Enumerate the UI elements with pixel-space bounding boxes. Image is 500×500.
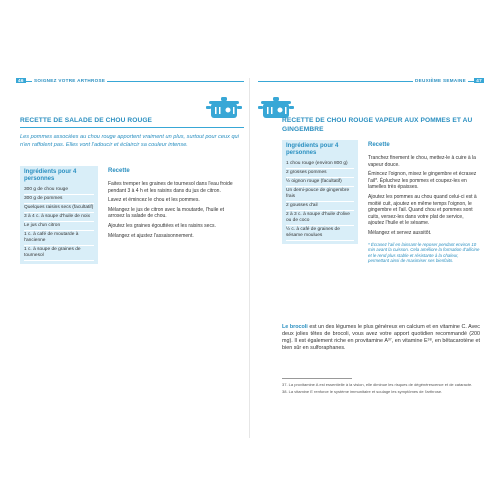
- ingredients-title: Ingrédients pour 4 personnes: [24, 169, 77, 182]
- ingredients-title: Ingrédients pour 4 personnes: [286, 143, 339, 156]
- ingredient-item: 1 chou rouge (environ 800 g): [286, 160, 354, 169]
- method-step: Faites tremper les graines de tournesol dans l'eau froide pendant 3 à 4 h et les raisins dans du jus de citron.: [108, 181, 233, 194]
- ingredient-item: 1 c. à soupe de graines de tournesol: [24, 246, 94, 261]
- ingredient-item: 2 gousses d'ail: [286, 202, 354, 211]
- running-head: [16, 78, 244, 92]
- broccoli-text: est un des légumes le plus généreux en calcium et en vitamine C. Avec deux jolies têtes de brocoli, vous avez votre apport quotidien recommandé (200 mg). Il est également riche en provitamine A³⁷, en vitamine E³⁸, en bêtacarotène et bien sûr en sulforaphanes.: [282, 324, 480, 351]
- running-head: [258, 78, 484, 92]
- recipe-method: [368, 142, 480, 264]
- running-head-text: DEUXIÈME SEMAINE: [415, 78, 466, 83]
- ingredient-item: 3 à 4 c. à soupe d'huile de noix: [24, 213, 94, 222]
- ingredient-item: 2 à 3 c. à soupe d'huile d'olive ou de coco: [286, 211, 354, 226]
- ingredients-box: [282, 140, 358, 244]
- ingredient-item: Le jus d'un citron: [24, 222, 94, 231]
- method-step: Émincez l'oignon, mixez le gingembre et écrasez l'ail*. Épluchez les pommes et coupez-les en lamelles très épaisses.: [368, 171, 477, 191]
- method-step: Lavez et émincez le chou et les pommes.: [108, 197, 200, 204]
- recipe-note: * Écrasez l'ail en laissant-le reposer pendant environ 10 min avant la cuisson. Cela améliore la formation d'allicine et le rend plus stable et résistante à la chaleur, permettant ainsi de maximiser ses bienfaits.: [368, 241, 480, 264]
- recipe-title: RECETTE DE SALADE DE CHOU ROUGE: [20, 116, 244, 128]
- left-page: [16, 78, 244, 438]
- method-step: Ajoutez les graines égouttées et les raisins secs.: [108, 222, 216, 229]
- ingredient-item: 2 grosses pommes: [286, 169, 354, 178]
- ingredient-item: ½ oignon rouge (facultatif): [286, 178, 354, 187]
- method-step: Tranchez finement le chou, mettez-le à cuire à la vapeur douce.: [368, 155, 476, 168]
- ingredient-item: Un demi-pouce de gingembre frais: [286, 187, 354, 202]
- footnote: 37. La provitamine A est essentielle à la vision, elle diminue les risques de dégénérescence et de cataracte.: [282, 382, 473, 387]
- method-step: Ajoutez les pommes au chou quand celui-ci est à moitié cuit, ajoutez en même temps l'oignon, le gingembre et l'ail. Quand chou et pommes sont cuits, versez-les dans votre plat de service, ajoutez l'huile et le sésame.: [368, 193, 477, 227]
- ingredient-item: ½ c. à café de graines de sésame moulues: [286, 226, 354, 241]
- broccoli-highlight: Le brocoli: [282, 324, 308, 330]
- ingredient-item: 300 g de chou rouge: [24, 186, 94, 195]
- recipe-method: [108, 168, 238, 242]
- ingredient-item: Quelques raisins secs (facultatif): [24, 204, 94, 213]
- right-page: [258, 78, 484, 438]
- page-number: 47: [476, 78, 482, 83]
- method-step: Mélangez le jus de citron avec la moutarde, l'huile et arrosez la salade de chou.: [108, 206, 225, 220]
- method-step: Mélangez et ajustez l'assaisonnement.: [108, 232, 194, 239]
- book-gutter: [249, 78, 250, 438]
- page-number: 46: [18, 78, 24, 83]
- footnotes: [282, 382, 480, 396]
- method-step: Mélangez et servez aussitôt.: [368, 229, 432, 236]
- ingredients-box: [20, 166, 98, 264]
- broccoli-paragraph: [282, 324, 480, 352]
- footnote-rule: [282, 378, 352, 379]
- recipe-title: RECETTE DE CHOU ROUGE VAPEUR AUX POMMES ET AU GINGEMBRE: [282, 117, 473, 133]
- method-title: Recette: [368, 142, 390, 148]
- footnote: 38. La vitamine E renforce le système immunitaire et soulage les symptômes de l'arthrose.: [282, 389, 443, 394]
- ingredient-item: 1 c. à café de moutarde à l'ancienne: [24, 231, 94, 246]
- recipe-intro: Les pommes associées au chou rouge apportent vraiment un plus, surtout pour ceux qui n'en raffolent pas. Elles vont l'adoucir et éclaircir sa couleur intense.: [20, 134, 239, 148]
- running-head-text: SOIGNEZ VOTRE ARTHROSE: [34, 78, 106, 83]
- method-title: Recette: [108, 168, 130, 174]
- ingredient-item: 300 g de pommes: [24, 195, 94, 204]
